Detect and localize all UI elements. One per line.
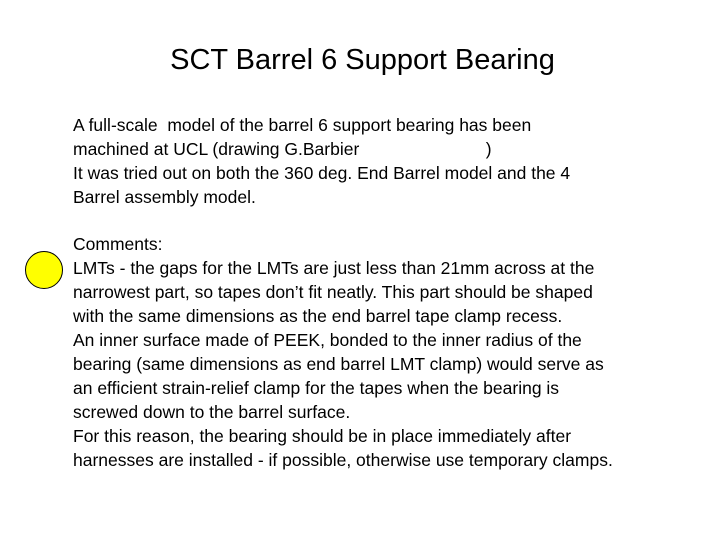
intro-paragraph [73, 113, 713, 209]
comment-line: For this reason, the bearing should be in place immediately after [73, 426, 572, 446]
comment-line: with the same dimensions as the end barrel tape clamp recess. [73, 306, 563, 326]
slide-title: SCT Barrel 6 Support Bearing [170, 44, 555, 76]
comments-heading: Comments: [73, 234, 163, 254]
comment-line: an efficient strain-relief clamp for the tapes when the bearing is [73, 378, 560, 398]
comment-line: screwed down to the barrel surface. [73, 402, 351, 422]
comment-line: An inner surface made of PEEK, bonded to the inner radius of the [73, 330, 582, 350]
comment-line: harnesses are installed - if possible, otherwise use temporary clamps. [73, 450, 613, 470]
comment-line: LMTs - the gaps for the LMTs are just less than 21mm across at the [73, 258, 595, 278]
comment-line: bearing (same dimensions as end barrel LMT clamp) would serve as [73, 354, 604, 374]
yellow-bullet-circle [25, 251, 63, 289]
comments-paragraph [73, 232, 713, 472]
comment-line: narrowest part, so tapes don’t fit neatly. This part should be shaped [73, 282, 593, 302]
intro-line: Barrel assembly model. [73, 187, 256, 207]
intro-line: It was tried out on both the 360 deg. End Barrel model and the 4 [73, 163, 571, 183]
intro-line: machined at UCL (drawing G.Barbier ) [73, 139, 492, 159]
intro-line: A full-scale model of the barrel 6 support bearing has been [73, 115, 532, 135]
